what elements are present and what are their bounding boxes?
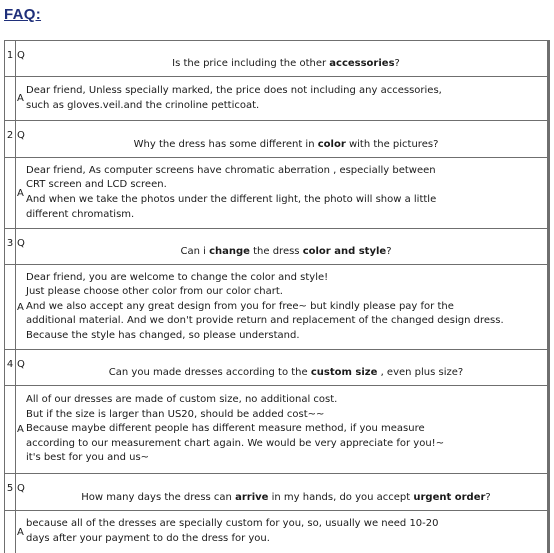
faq-question	[25, 474, 547, 510]
question-keyword: custom size	[310, 367, 378, 378]
q-label: Q	[17, 483, 25, 494]
question-segment: Can you made dresses according to the	[108, 367, 311, 378]
faq-number-cell	[5, 265, 16, 349]
a-label: A	[17, 187, 24, 199]
answer-line: Dear friend, you are welcome to change the color and style!	[26, 271, 329, 283]
page-title: FAQ:	[4, 6, 42, 23]
faq-number-cell	[5, 386, 16, 473]
faq-answer	[25, 265, 547, 349]
question-segment: Why the dress has some different in	[133, 139, 318, 150]
question-segment: , even plus size?	[377, 367, 464, 378]
answer-line: because all of the dresses are specially custom for you, so, usually we need 10-20	[26, 518, 439, 530]
q-label: Q	[17, 238, 25, 249]
a-label: A	[17, 526, 24, 538]
answer-line: Dear friend, As computer screens have chromatic aberration , especially between	[26, 164, 436, 176]
faq-answer	[25, 386, 547, 473]
question-segment: ?	[386, 246, 392, 257]
answer-line: it's best for you and us~	[26, 452, 150, 464]
question-keyword: accessories	[329, 58, 395, 69]
question-keyword: change	[209, 246, 250, 257]
a-label: A	[17, 93, 24, 104]
faq-answer	[25, 158, 547, 228]
answer-line: Because maybe different people has different measure method, if you measure	[26, 423, 425, 435]
q-label: Q	[17, 359, 25, 370]
answer-line: different chromatism.	[26, 208, 135, 220]
answer-line: additional material. And we don't provide return and replacement of the changed design dress.	[26, 315, 504, 327]
answer-line: days after your payment to do the dress for you.	[26, 533, 270, 544]
question-segment: ?	[485, 492, 491, 503]
faq-number-cell	[5, 511, 16, 553]
faq-answer-row	[5, 158, 547, 229]
faq-answer	[25, 511, 547, 553]
answer-line: according to our measurement chart again. We would be very appreciate for you!~	[26, 437, 445, 449]
question-text	[109, 367, 463, 379]
question-text	[180, 246, 391, 258]
faq-question-row	[5, 229, 547, 265]
faq-answer-row	[5, 265, 547, 350]
answer-line: Just please choose other color from our color chart.	[26, 286, 283, 298]
question-text	[172, 58, 400, 70]
question-keyword: arrive	[235, 492, 269, 503]
faq-question	[25, 350, 547, 385]
answer-line: And when we take the photos under the different light, the photo will show a little	[26, 194, 437, 205]
answer-line: Dear friend, Unless specially marked, the price does not including any accessories,	[26, 84, 442, 96]
faq-question-row	[5, 41, 547, 77]
question-segment: Can i	[180, 246, 210, 257]
faq-number: 2	[5, 121, 16, 157]
answer-line: And we also accept any great design from you for free~ but kindly please pay for the	[26, 300, 454, 312]
faq-number: 3	[5, 229, 16, 264]
answer-line: such as gloves.veil.and the crinoline petticoat.	[26, 99, 260, 111]
faq-question	[25, 41, 547, 76]
question-segment: ?	[394, 58, 400, 69]
faq-answer-row	[5, 386, 547, 474]
question-segment: How many days the dress can	[81, 492, 236, 503]
faq-answer-row	[5, 77, 547, 121]
faq-question-row	[5, 350, 547, 386]
question-segment: the dress	[249, 246, 303, 257]
question-keyword: color and style	[302, 246, 387, 257]
answer-line: Because the style has changed, so please understand.	[26, 329, 300, 341]
q-label: Q	[17, 50, 25, 61]
faq-number-cell	[5, 158, 16, 228]
faq-question-row	[5, 474, 547, 511]
a-label: A	[17, 301, 24, 313]
faq-table	[4, 40, 550, 553]
answer-line: CRT screen and LCD screen.	[26, 179, 167, 191]
faq-question	[25, 121, 547, 157]
faq-number: 4	[5, 350, 16, 385]
question-segment: with the pictures?	[345, 139, 439, 150]
faq-number-cell	[5, 77, 16, 120]
question-text	[81, 492, 490, 504]
faq-question	[25, 229, 547, 264]
faq-question-row	[5, 121, 547, 158]
answer-line: But if the size is larger than US20, should be added cost~~	[26, 408, 325, 420]
question-text	[134, 139, 439, 151]
answer-line: All of our dresses are made of custom size, no additional cost.	[26, 394, 338, 406]
faq-number: 1	[5, 41, 16, 76]
faq-number: 5	[5, 474, 16, 510]
question-keyword: color	[317, 139, 346, 150]
faq-answer	[25, 77, 547, 120]
a-label: A	[17, 424, 24, 435]
question-segment: Is the price including the other	[172, 58, 330, 69]
question-keyword: urgent order	[413, 492, 486, 503]
q-label: Q	[17, 130, 25, 141]
question-segment: in my hands, do you accept	[268, 492, 414, 503]
faq-answer-row	[5, 511, 547, 553]
